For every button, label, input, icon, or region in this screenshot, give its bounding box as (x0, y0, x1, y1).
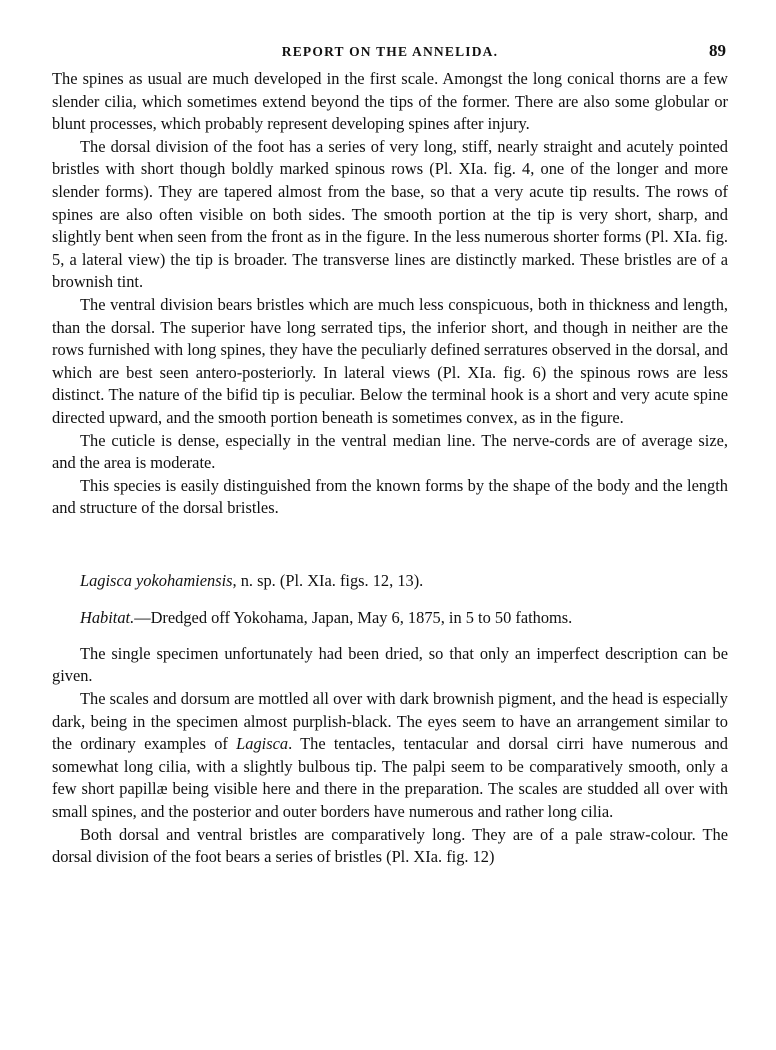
paragraph: The ventral division bears bristles which are much less conspicuous, both in thickness and length, than the dorsal. The superior have long serrated tips, the inferior short, and though in neither are the rows furnished with long spines, they have the peculiarly defined serratures observed in the dorsal, and which are best seen antero-posteriorly. In lateral views (Pl. XIa. fig. 6) the spinous rows are less distinct. The nature of the bifid tip is peculiar. Below the terminal hook is a short and very acute spine directed upward, and the smooth portion beneath is sometimes convex, as in the figure. (52, 294, 728, 427)
running-head: REPORT ON THE ANNELIDA. (281, 44, 499, 59)
page (52, 40, 728, 869)
page-header (52, 40, 728, 68)
paragraph-part: The scales and dorsum are mottled all over with dark brownish pigment, and the head is especially dark, being in the specimen almost purplish-black. The eyes seem to have an arrangement similar to the ordinary examples of (52, 689, 728, 754)
habitat-line (52, 607, 728, 629)
paragraph: The dorsal division of the foot has a series of very long, stiff, nearly straight and acutely pointed bristles with short though boldly marked spinous rows (Pl. XIa. fig. 4, one of the longer and more slender forms). They are tapered almost from the base, so that a very acute tip results. The rows of spines are also often visible on both sides. The smooth portion at the tip is very short, sharp, and slightly bent when seen from the front as in the figure. In the less numerous shorter forms (Pl. XIa. fig. 5, a lateral view) the tip is broader. The transverse lines are distinctly marked. These bristles are of a brownish tint. (52, 136, 728, 292)
genus-name: Lagisca (236, 734, 289, 754)
paragraph: The cuticle is dense, especially in the ventral median line. The nerve-cords are of average size, and the area is moderate. (52, 430, 728, 473)
page-number: 89 (709, 41, 726, 60)
body-text (52, 68, 728, 520)
habitat-text: —Dredged off Yokohama, Japan, May 6, 1875, in 5 to 50 fathoms. (134, 607, 573, 627)
paragraph-part: . The tentacles, tentacular and dorsal cirri have numerous and somewhat long cilia, with a slightly bulbous tip. The palpi seem to be comparatively smooth, only a few short papillæ being visible here and there in the preparation. The scales are studded all over with small spines, and the posterior and outer borders have numerous and rather long cilia. (52, 734, 728, 822)
paragraph: Both dorsal and ventral bristles are comparatively long. They are of a pale straw-colour. The dorsal division of the foot bears a series of bristles (Pl. XIa. fig. 12) (52, 824, 728, 867)
habitat-label: Habitat. (80, 607, 135, 627)
species-heading (52, 570, 728, 592)
paragraph (52, 688, 728, 824)
paragraph: This species is easily distinguished from the known forms by the shape of the body and the length and structure of the dorsal bristles. (52, 475, 728, 518)
species-name: Lagisca yokohamiensis (80, 570, 233, 590)
paragraph: The spines as usual are much developed in the first scale. Amongst the long conical thorns are a few slender cilia, which sometimes extend beyond the tips of the former. There are also some globular or blunt processes, which probably represent developing spines after injury. (52, 69, 728, 134)
paragraph: The single specimen unfortunately had been dried, so that only an imperfect description can be given. (52, 643, 728, 686)
species-reference: , n. sp. (Pl. XIa. figs. 12, 13). (232, 570, 424, 590)
body-text-species (52, 643, 728, 869)
